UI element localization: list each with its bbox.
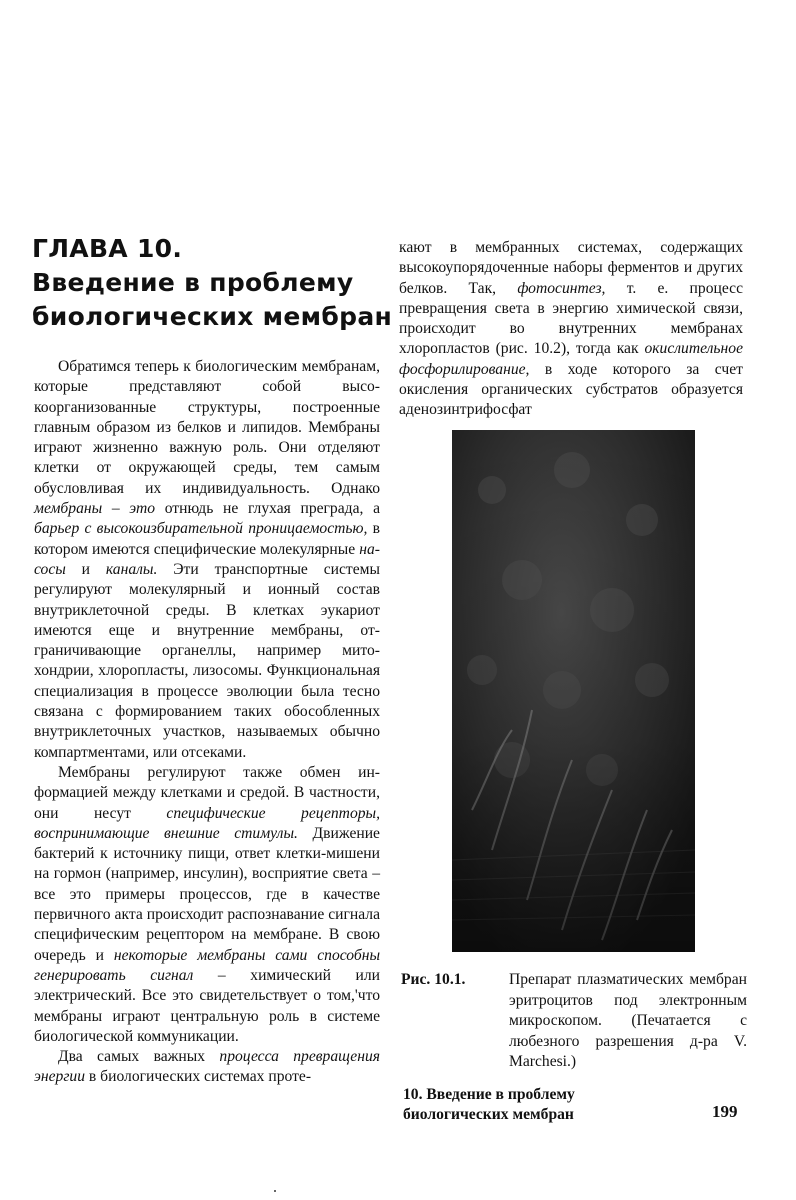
text-run: Эти транспортные системы регулируют молекулярный и ионный состав внутриклеточной среды. В клетках эукариот имеются еще и внутренние мембраны, отграничивающие органеллы, например митохондрии, хлоропласты, лизосомы. Функциональная специализация в процессе эволюции была тесно связана с формированием таких обособленных внутриклеточных участков, называемых обычно компартментами, или отсеками. [34, 560, 380, 761]
scan-speck [274, 1190, 276, 1192]
italic-text: специфические рецепторы, воспринимающие внешние стимулы. [34, 804, 380, 842]
text-run: – химический или электрический. Все это свидетельствует о том,'что мембраны играют центральную роль в системе биологической коммуникации. [34, 966, 380, 1045]
micrograph-illustration [452, 430, 695, 952]
text-run: Движение бактерий к источнику пищи, ответ клетки-мишени на гормон (например, инсулин), восприятие света – все это примеры процессов, где в качестве первичного акта происходит распознавание сигнала специфическим рецептором на мембране. В свою очередь и [34, 824, 380, 964]
paragraph-continued [399, 238, 743, 421]
running-footer-line-1: 10. Введение в проблему [403, 1086, 575, 1103]
italic-text: фотосинтез, [517, 279, 606, 297]
paragraph [34, 763, 380, 1047]
text-run: кают в мембранных системах, содержащих высокоупорядоченные наборы ферментов и других белков. Так, [399, 239, 743, 297]
italic-text: насосы [34, 540, 380, 578]
right-text-column [399, 238, 743, 421]
text-run: Два самых важных [58, 1048, 220, 1066]
text-run: т. е. процесс превращения света в энергию химической связи, происходит во внутренних мембранах хлоропластов (рис. 10.2), тогда как [399, 279, 743, 358]
paragraph [34, 1047, 380, 1088]
figure-label: Рис. 10.1. [401, 971, 466, 988]
text-run: в ходе которого за счет окисления органических субстратов образуется аденозинтрифосфат [399, 360, 743, 419]
figure-caption-text: Препарат плазматических мембран эритроцитов под электронным микроскопом. (Печатается с любезного разрешения д-ра V. Marchesi.) [509, 971, 747, 1070]
text-run: в котором имеются специфические молекулярные [34, 520, 380, 558]
chapter-heading [32, 232, 393, 334]
italic-text: барьер с высокоизбирательной проницаемостью, [34, 520, 368, 538]
running-footer-line-2: биологических мембран [403, 1106, 574, 1123]
running-footer [403, 1085, 633, 1125]
text-run: Мембраны регулируют также обмен информацией между клетками и средой. В частности, они несут [34, 763, 380, 822]
italic-text: некоторые мембраны сами способны генерировать сигнал [34, 946, 381, 984]
italic-text: окислительное фосфорилирование, [399, 340, 743, 378]
chapter-title-line-2: биологических мембран [32, 302, 393, 331]
paragraph [34, 357, 380, 763]
italic-text: процесса превращения энергии [34, 1048, 380, 1086]
italic-text: каналы. [105, 560, 158, 578]
chapter-title-line-1: Введение в проблему [32, 268, 354, 297]
italic-text: мембраны – это [34, 500, 156, 518]
micrograph-image [452, 430, 695, 952]
text-run: в биологических системах проте- [85, 1068, 312, 1086]
text-run: отнюдь не глухая преграда, а [155, 500, 380, 518]
text-run: Обратимся теперь к биологическим мембранам, которые представляют собой высокоорганизованные структуры, построенные главным образом из белков и липидов. Мембраны играют жизненно важную роль. Они отделяют клетки от окружающей среды, тем самым обусловливая их индивидуальность. Однако [34, 358, 380, 497]
chapter-number: ГЛАВА 10. [32, 234, 183, 263]
left-text-column [34, 357, 380, 1088]
text-run: и [65, 560, 106, 578]
page-number: 199 [712, 1102, 738, 1121]
